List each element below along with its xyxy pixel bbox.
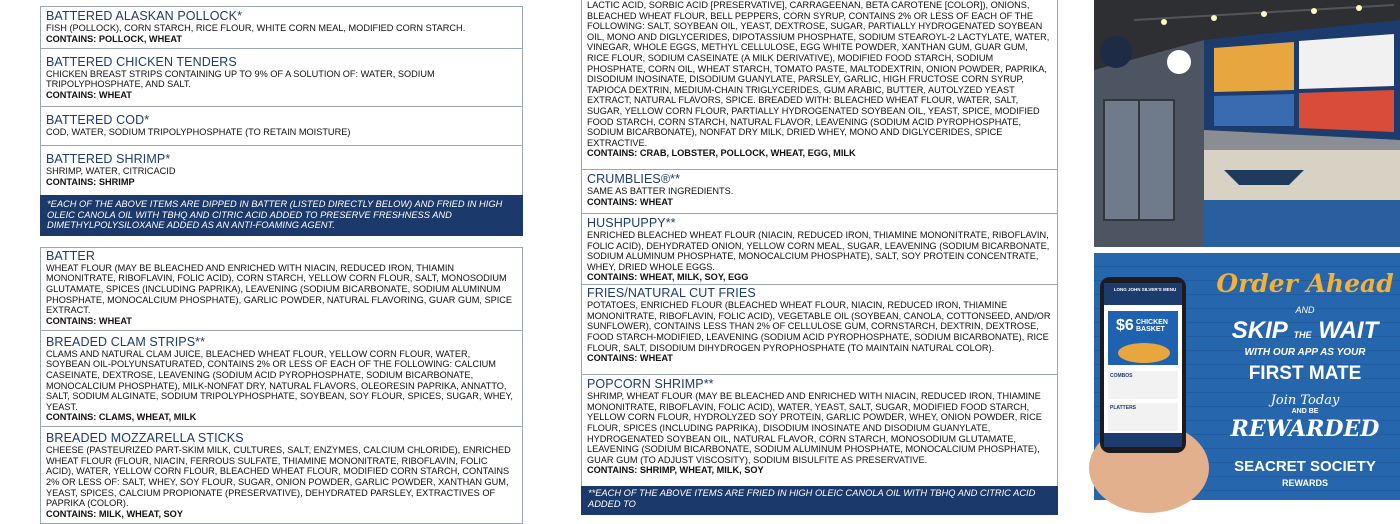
item-battered-shrimp [40,145,523,195]
promo-join-today: Join Today [1270,393,1340,408]
promo-order-ahead: Order Ahead [1216,269,1394,298]
item-title: BREADED MOZZARELLA STICKS [46,431,244,446]
item-ingredients: SHRIMP, WHEAT FLOUR (MAY BE BLEACHED AND ENRICHED WITH NIACIN, REDUCED IRON, THIAMINE MONONITRATE, RIBOFLAVIN, FOLIC ACID), WATER, YEAST, SALT, SUGAR, MODIFIED FOOD STARCH, YELLOW CORN FLOUR, HYDROLYZED SOY PROTEIN, GARLIC POWDER, WHEY, ONION POWDER, RICE FLOUR, SPICES (INCLUDING PAPRIKA), DISODIUM INOSINATE AND DISODIUM GUANYLATE, HYDROGENATED SOYBEAN OIL, NATURAL FLAVOR, CORN STARCH, MONOSODIUM GLUTAMATE, LEAVENING (SODIUM BICARBONATE, SODIUM ALUMINUM PHOSPHATE, MONOCALCIUM PHOSPHATE), GUAR GUM (TO ADJUST VISCOSITY), SODIUM BISULFITE AS PRESERVATIVE. [587,391,1042,465]
item-title: BATTERED SHRIMP* [46,152,171,167]
allergen-column-left [40,0,523,519]
item-battered-alaskan-pollock [40,6,523,48]
item-title: CRUMBLIES®** [587,172,681,187]
allergen-column-middle [581,0,1058,509]
phone-combos: COMBOS [1110,373,1133,379]
item-continued-top [581,0,1058,169]
promo-rewards: REWARDS [1281,478,1328,488]
promo-and-be: AND BE [1291,408,1319,415]
app-promo-banner [1094,253,1400,500]
item-allergens: CONTAINS: WHEAT [46,89,132,100]
item-ingredients: LACTIC ACID, SORBIC ACID [PRESERVATIVE], CARRAGEENAN, BETA CAROTENE [COLOR]), ONIONS, BLEACHED WHEAT FLOUR, BELL PEPPERS, CORN SYRUP, CONTAINS 2% OR LESS OF EACH OF THE FOLLOWING: SALT, SOYBEAN OIL, YEAST, DEXTROSE, SUGAR, PARTIALLY HYDROGENATED SOYBEAN OIL, MONO AND DIGLYCERIDES, DIPOTASSIUM PHOSPHATE, SODIUM STEAROYL-2 LACTYLATE, WATER, VINEGAR, WHOLE EGGS, METHYL CELLULOSE, EGG WHITE POWDER, XANTHAN GUM, GUAR GUM, RICE FLOUR, SODIUM CASEINATE (A MILK DERIVATIVE), MODIFIED FOOD STARCH, SODIUM PHOSPHATE, CORN OIL, WHEAT STARCH, TOMATO PASTE, MALTODEXTRIN, ONION POWDER, PAPRIKA, DISODIUM INOSINATE, DISODIUM GUANYLATE, PARSLEY, GARLIC, HIGH FRUCTOSE CORN SYRUP, TAPIOCA DEXTRIN, MEDIUM-CHAIN TRIGLYCERIDES, GUM ARABIC, BUTTER, AUTOLYZED YEAST EXTRACT, NATURAL FLAVORS, SPICE. BREADED WITH: BLEACHED WHEAT FLOUR, WATER, SALT, SUGAR, YELLOW CORN FLOUR, PARTIALLY HYDROGENATED SOYBEAN OIL, YEAST, SPICE, MODIFIED FOOD STARCH, CORN STARCH, NATURAL FLAVOR, LEAVENING (SODIUM ACID PYROPHOSPHATE, SODIUM BICARBONATE), NONFAT DRY MILK, DRIED WHEY, MONO AND DIGLYCERIDES, SPICE EXTRACTIVE. [587,0,1050,148]
promo-seacret-society: SEACRET SOCIETY [1234,458,1376,475]
item-batter [40,247,523,330]
item-allergens: CONTAINS: CLAMS, WHEAT, MILK [46,412,197,423]
item-allergens: CONTAINS: POLLOCK, WHEAT [46,33,182,44]
item-ingredients: ENRICHED BLEACHED WHEAT FLOUR (NIACIN, REDUCED IRON, THIAMINE MONONITRATE, RIBOFLAVIN, FOLIC ACID), DEHYDRATED ONION, YELLOW CORN MEAL, SUGAR, LEAVENING (SODIUM BICARBONATE, SODIUM ALUMINUM PHOSPHATE, MONOCALCIUM PHOSPHATE), SALT, SOY PROTEIN CONCENTRATE, WHEY, DRIED WHOLE EGGS. [587,229,1050,272]
item-crumblies [581,169,1058,213]
phone-item: CHICKEN BASKET [1136,319,1168,333]
promo-rewarded: REWARDED [1230,416,1380,442]
promo-with-app: WITH OUR APP AS YOUR [1244,347,1366,358]
item-ingredients: POTATOES, ENRICHED FLOUR (BLEACHED WHEAT FLOUR, NIACIN, REDUCED IRON, THIAMINE MONONITRATE, RIBOFLAVIN, FOLIC ACID), VEGETABLE OIL (SOYBEAN, CANOLA, COTTONSEED, AND/OR SUNFLOWER), CONTAINS LESS THAN 2% OF CELLULOSE GUM, CORNSTARCH, DEXTRIN, DEXTROSE, FOOD STARCH-MODIFIED, LEAVENING (SODIUM ACID PYROPHOSPHATE, SODIUM BICARBONATE), RICE FLOUR, SALT, DISODIUM DIHYDROGEN PYROPHOSPHATE (TO MAINTAIN NATURAL COLOR). [587,300,1051,353]
item-battered-cod [40,106,523,146]
store-interior-image [1094,0,1400,247]
item-title: BATTER [46,248,95,263]
phone-platters: PLATTERS [1110,405,1137,411]
item-fries [581,284,1058,374]
item-ingredients: CHEESE (PASTEURIZED PART-SKIM MILK, CULTURES, SALT, ENZYMES, CALCIUM CHLORIDE), ENRICHED WHEAT FLOUR (FLOUR, NIACIN, FERROUS SULFATE, THIAMINE MONONITRATE, RIBOFLAVIN, FOLIC ACID), WATER, YELLOW CORN FLOUR, BLEACHED WHEAT FLOUR, MODIFIED CORN STARCH, CONTAINS 2% OR LESS OF: SALT, WHEY, SOY FLOUR, SUGAR, ONION POWDER, GARLIC POWDER, XANTHAN GUM, YEAST, SPICES, CALCIUM PROPIONATE (PRESERVATIVE), DEHYDRATED PARSLEY, EXTRACTIVES OF PAPRIKA (COLOR). [46,445,511,509]
store-interior-photo [1094,0,1400,247]
item-title: FRIES/NATURAL CUT FRIES [587,286,756,301]
item-hushpuppy [581,213,1058,284]
batter-note: *EACH OF THE ABOVE ITEMS ARE DIPPED IN BATTER (LISTED DIRECTLY BELOW) AND FRIED IN HIGH OLEIC CANOLA OIL WITH TBHQ AND CITRIC ACID ADDED TO PRESERVE FRESHNESS AND DIMETHYLPOLYSILOXANE ADDED AS AN ANTI-FOAMING AGENT. [40,195,523,236]
promo-skip: SKIP [1231,317,1287,344]
item-title: POPCORN SHRIMP** [587,377,714,392]
item-ingredients: COD, WATER, SODIUM TRIPOLYPHOSPHATE (TO RETAIN MOISTURE) [46,126,351,137]
item-title: BATTERED COD* [46,112,150,127]
item-ingredients: WHEAT FLOUR (MAY BE BLEACHED AND ENRICHED WITH NIACIN, REDUCED IRON, THIAMIN MONONITRATE, RIBOFLAVIN, FOLIC ACID), CORN STARCH, YELLOW CORN FLOUR, SALT, MONOSODIUM GLUTAMATE, SPICES (INCLUDING PAPRIKA), LEAVENING (SODIUM BICARBONATE, SODIUM ALUMINUM PHOSPHATE, MONOCALCIUM PHOSPHATE), GARLIC POWDER, NATURAL FLAVORING, GUAR GUM, SPICE EXTRACT. [46,262,513,316]
promo-skip-the-wait [1212,317,1398,345]
promo-and: AND [1295,305,1315,315]
fried-note: **EACH OF THE ABOVE ITEMS ARE FRIED IN HIGH OLEIC CANOLA OIL WITH TBHQ AND CITRIC ACID ADDED TO [581,486,1058,514]
promo-wait: WAIT [1318,317,1379,344]
item-ingredients: SHRIMP, WATER, CITRICACID [46,166,176,177]
item-popcorn-shrimp [581,374,1058,486]
phone-price: $6 [1116,317,1134,334]
item-title: HUSHPUPPY** [587,215,676,230]
item-allergens: CONTAINS: WHEAT [587,196,673,207]
item-title: BREADED CLAM STRIPS** [46,334,206,349]
item-ingredients: CHICKEN BREAST STRIPS CONTAINING UP TO 9% OF A SOLUTION OF: WATER, SODIUM TRIPOLYPHOSPHATE, AND SALT. [46,68,435,90]
item-allergens: CONTAINS: CRAB, LOBSTER, POLLOCK, WHEAT, EGG, MILK [587,148,856,159]
item-ingredients: SAME AS BATTER INGREDIENTS. [587,186,734,197]
item-breaded-mozzarella-sticks [40,426,523,524]
item-ingredients: CLAMS AND NATURAL CLAM JUICE, BLEACHED WHEAT FLOUR, YELLOW CORN FLOUR, WATER, SOYBEAN OIL-POLYUNSATURATED, CONTAINS 2% OR LESS OF EACH OF THE FOLLOWING: CALCIUM CASEINATE, DEXTROSE, LEAVENING (SODIUM ACID PYROPHOSPHATE, SODIUM BICARBONATE, MONOCALCIUM PHOSPHATE), MILK-NONFAT DRY, NATURAL FLAVORS, OLEORESIN PAPRIKA, ANNATTO, SALT, SODIUM ALGINATE, SODIUM TRIPOLYPHOSPHATE, SOYBEAN, SOY FLOUR, SPICES, SUGAR, WHEY, YEAST. [46,348,513,412]
item-breaded-clam-strips [40,330,523,427]
phone-header: LONG JOHN SILVER'S MENU [1113,287,1177,292]
item-allergens: CONTAINS: WHEAT, MILK, SOY, EGG [587,272,749,283]
promo-first-mate: FIRST MATE [1248,363,1362,384]
item-allergens: CONTAINS: WHEAT [587,353,673,364]
item-allergens: CONTAINS: SHRIMP [46,176,135,187]
item-allergens: CONTAINS: SHRIMP, WHEAT, MILK, SOY [587,465,764,476]
promo-the: THE [1293,330,1312,340]
item-battered-chicken-tenders [40,48,523,106]
item-title: BATTERED ALASKAN POLLOCK* [46,9,243,23]
item-allergens: CONTAINS: WHEAT [46,315,132,326]
item-title: BATTERED CHICKEN TENDERS [46,54,237,69]
item-allergens: CONTAINS: MILK, WHEAT, SOY [46,508,183,519]
item-ingredients: FISH (POLLOCK), CORN STARCH, RICE FLOUR, WHITE CORN MEAL, MODIFIED CORN STARCH. [46,23,466,33]
